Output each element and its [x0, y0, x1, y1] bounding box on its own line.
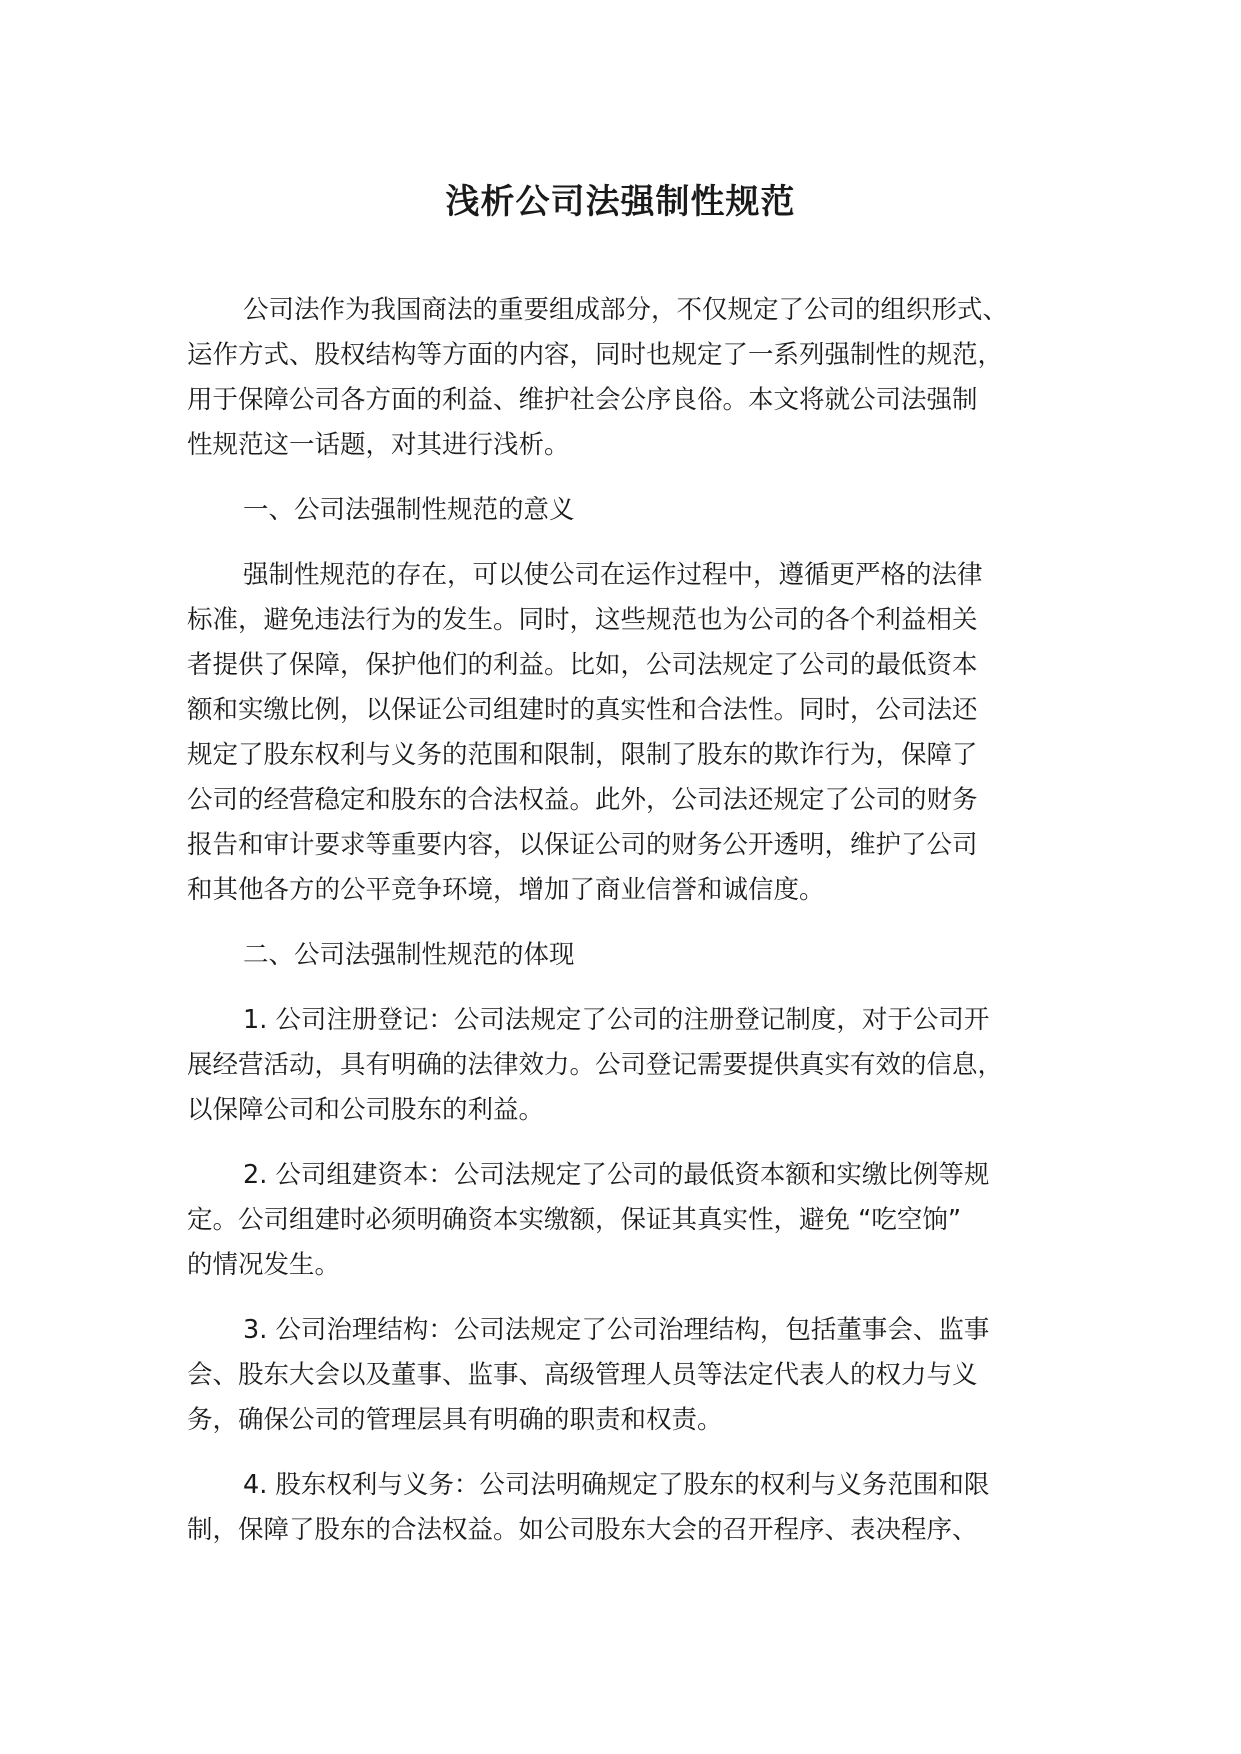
document-title: 浅析公司法强制性规范	[445, 182, 796, 222]
section-heading-2	[187, 933, 1077, 978]
text-line: 报告和审计要求等重要内容，以保证公司的财务公开透明，维护了公司	[187, 830, 978, 860]
text-line: 公司的经营稳定和股东的合法权益。此外，公司法还规定了公司的财务	[187, 785, 978, 815]
text-line: 4. 股东权利与义务：公司法明确规定了股东的权利与义务范围和限	[243, 1470, 990, 1500]
heading-line: 一、公司法强制性规范的意义	[243, 495, 575, 525]
text-line: 额和实缴比例，以保证公司组建时的真实性和合法性。同时，公司法还	[187, 695, 978, 725]
text-line: 和其他各方的公平竞争环境，增加了商业信誉和诚信度。	[187, 875, 825, 905]
text-line: 制，保障了股东的合法权益。如公司股东大会的召开程序、表决程序、	[187, 1515, 978, 1545]
text-line: 强制性规范的存在，可以使公司在运作过程中，遵循更严格的法律	[243, 560, 983, 590]
text-line: 运作方式、股权结构等方面的内容，同时也规定了一系列强制性的规范，	[187, 340, 1004, 370]
text-line: 务，确保公司的管理层具有明确的职责和权责。	[187, 1405, 723, 1435]
text-line: 2. 公司组建资本：公司法规定了公司的最低资本额和实缴比例等规	[243, 1160, 990, 1190]
document-body	[187, 288, 1077, 1573]
section-heading-1	[187, 488, 1077, 533]
text-line: 规定了股东权利与义务的范围和限制，限制了股东的欺诈行为，保障了	[187, 740, 978, 770]
text-line: 公司法作为我国商法的重要组成部分，不仅规定了公司的组织形式、	[243, 295, 1009, 325]
text-line: 性规范这一话题，对其进行浅析。	[187, 430, 570, 460]
text-line: 标准，避免违法行为的发生。同时，这些规范也为公司的各个利益相关	[187, 605, 978, 635]
text-line: 定。公司组建时必须明确资本实缴额，保证其真实性，避免 “吃空饷”	[187, 1205, 962, 1235]
text-line: 者提供了保障，保护他们的利益。比如，公司法规定了公司的最低资本	[187, 650, 978, 680]
list-item-1	[187, 998, 1077, 1133]
list-item-3	[187, 1308, 1077, 1443]
text-line: 以保障公司和公司股东的利益。	[187, 1095, 545, 1125]
heading-line: 二、公司法强制性规范的体现	[243, 940, 575, 970]
paragraph-significance	[187, 553, 1077, 913]
text-line: 用于保障公司各方面的利益、维护社会公序良俗。本文将就公司法强制	[187, 385, 978, 415]
paragraph-intro	[187, 288, 1077, 468]
list-item-4	[187, 1463, 1077, 1553]
text-line: 3. 公司治理结构：公司法规定了公司治理结构，包括董事会、监事	[243, 1315, 990, 1345]
text-line: 的情况发生。	[187, 1250, 341, 1280]
text-line: 展经营活动，具有明确的法律效力。公司登记需要提供真实有效的信息，	[187, 1050, 1004, 1080]
text-line: 1. 公司注册登记：公司法规定了公司的注册登记制度，对于公司开	[243, 1005, 990, 1035]
text-line: 会、股东大会以及董事、监事、高级管理人员等法定代表人的权力与义	[187, 1360, 978, 1390]
list-item-2	[187, 1153, 1077, 1288]
